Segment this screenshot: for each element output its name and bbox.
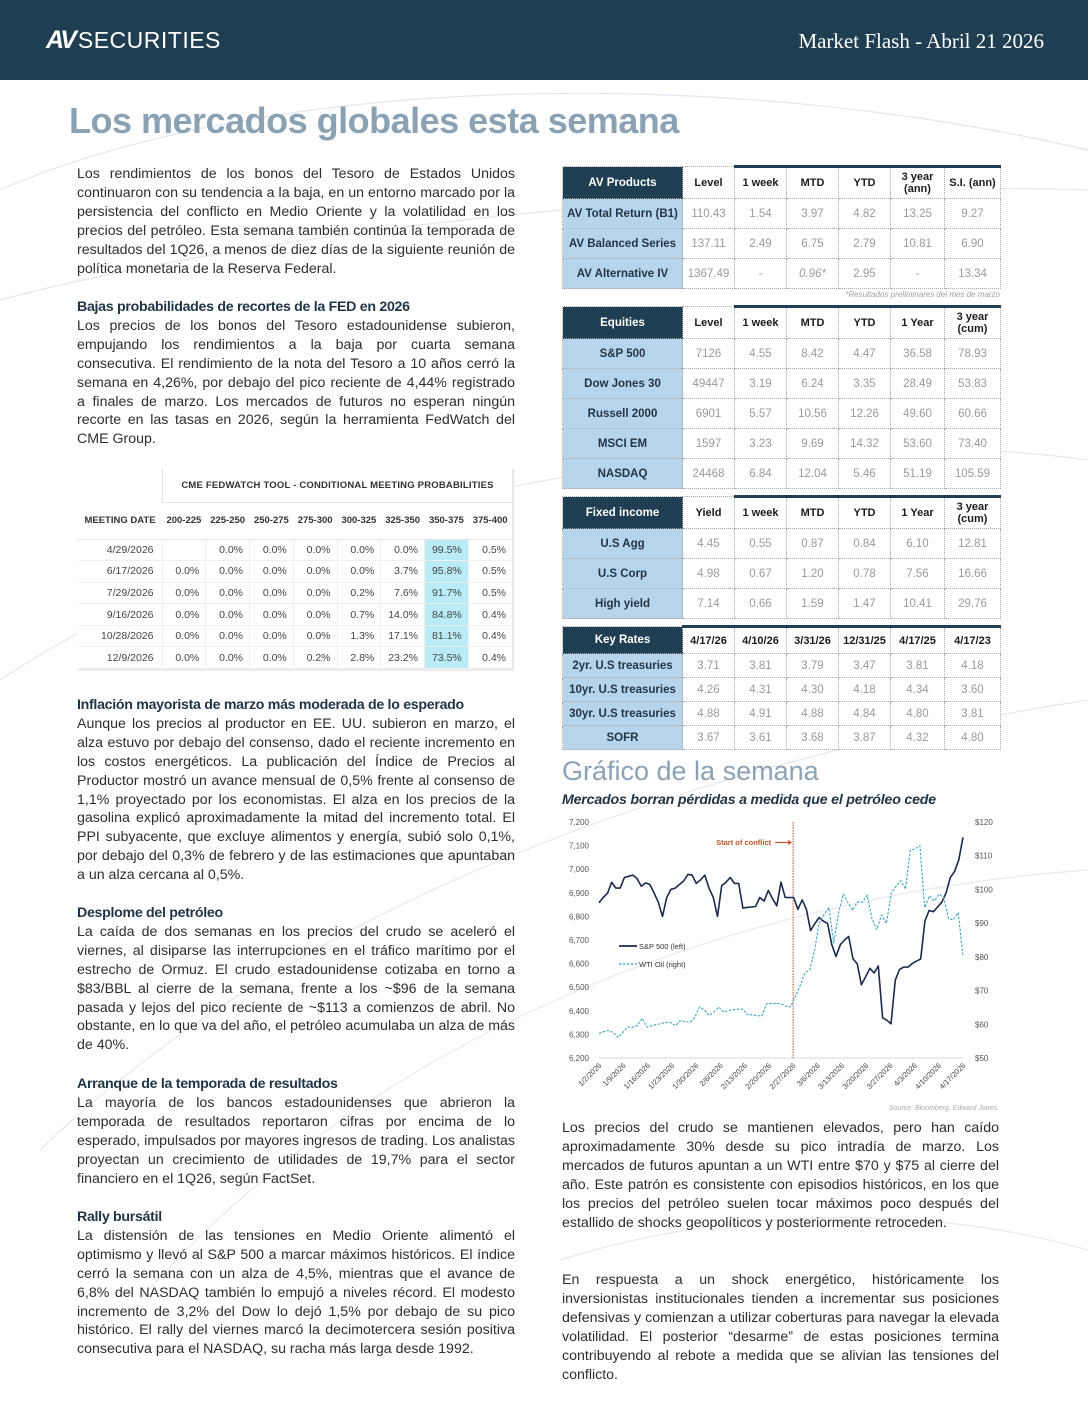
row-label: AV Alternative IV [563, 259, 683, 289]
fedwatch-probability: 14.0% [381, 604, 425, 626]
y-right-tick-label: $110 [975, 851, 993, 861]
column-header: Level [683, 167, 735, 199]
row-label: Russell 2000 [563, 399, 683, 429]
fedwatch-probability: 95.8% [425, 561, 469, 583]
column-header: S.I. (ann) [945, 167, 1001, 199]
fedwatch-probability: 0.0% [250, 539, 294, 561]
fedwatch-probability: 23.2% [381, 647, 425, 669]
y-right-tick-label: $80 [975, 952, 989, 962]
y-right-tick-label: $120 [975, 818, 993, 827]
fedwatch-probability: 0.0% [250, 561, 294, 583]
row-label: 10yr. U.S treasuries [563, 678, 683, 702]
y-right-tick-label: $50 [975, 1054, 989, 1063]
cell-value: 4.47 [839, 339, 891, 369]
cell-value: 1367.49 [683, 259, 735, 289]
table-row [563, 339, 1001, 369]
cell-value: 2.95 [839, 259, 891, 289]
cell-value: 10.81 [891, 229, 945, 259]
cell-value: 10.56 [787, 399, 839, 429]
fedwatch-probability: 2.8% [337, 647, 381, 669]
cell-value: 28.49 [891, 369, 945, 399]
row-label: AV Total Return (B1) [563, 199, 683, 229]
fedwatch-probability: 0.0% [293, 625, 337, 647]
cell-value: 3.81 [891, 654, 945, 678]
fedwatch-meeting-date: 9/16/2026 [78, 604, 162, 626]
column-header: 3 year (cum) [945, 497, 1001, 529]
x-tick-label: 3/20/2026 [840, 1061, 871, 1092]
column-header: YTD [839, 167, 891, 199]
cell-value: 3.79 [787, 654, 839, 678]
section-body: Aunque los precios al productor en EE. UU. subieron en marzo, el alza estuvo por debajo del consenso, dado el reciente incremento en los costos energéticos. La publicación del Índice de Precios al Productor mostró un avance mensual de 0,5% frente al consenso de 1,1% proyectado por los economistas. El alza en los precios de la gasolina explicó aproximadamente la mitad del incremento total. El PPI subyacente, que excluye alimentos y energía, subió solo 0,1%, por debajo del 0,3% de febrero y de las estimaciones que apuntaban a un alza cercana al 0,5%. [77, 715, 515, 884]
cell-value: 4.84 [839, 702, 891, 726]
cell-value: 6901 [683, 399, 735, 429]
column-header: 12/31/25 [839, 627, 891, 654]
fedwatch-header-meeting-date: MEETING DATE [78, 503, 162, 539]
column-header: 4/17/23 [945, 627, 1001, 654]
cell-value: 3.60 [945, 678, 1001, 702]
table-row [563, 678, 1001, 702]
fedwatch-probability: 0.5% [468, 561, 512, 583]
fedwatch-probability: 1.3% [337, 625, 381, 647]
logo-text: SECURITIES [77, 27, 221, 53]
cell-value: 137.11 [683, 229, 735, 259]
cell-value: 53.83 [945, 369, 1001, 399]
page-title: Los mercados globales esta semana [69, 100, 679, 141]
chart-source: Source: Bloomberg, Edward Jones. [888, 1105, 999, 1112]
section-earnings [77, 1075, 515, 1188]
cell-value: 4.26 [683, 678, 735, 702]
column-header: 4/17/25 [891, 627, 945, 654]
fedwatch-header-range: 350-375 [425, 503, 469, 539]
cell-value: 1.47 [839, 589, 891, 619]
cell-value: 4.18 [839, 678, 891, 702]
cell-value: 6.84 [735, 459, 787, 489]
cell-value: 4.18 [945, 654, 1001, 678]
column-header: 1 week [735, 307, 787, 339]
x-tick-label: 1/23/2026 [646, 1061, 677, 1092]
y-left-tick-label: 6,900 [568, 888, 589, 898]
row-label: Dow Jones 30 [563, 369, 683, 399]
cell-value: - [891, 259, 945, 289]
sp500-series-line [599, 837, 963, 1024]
x-tick-label: 1/2/2026 [576, 1061, 604, 1089]
fedwatch-probability: 0.4% [468, 604, 512, 626]
fedwatch-row [78, 625, 512, 647]
section-heading: Rally bursátil [77, 1209, 162, 1225]
cell-value: 6.90 [945, 229, 1001, 259]
cell-value: 1.54 [735, 199, 787, 229]
cell-value: 51.19 [891, 459, 945, 489]
conflict-annotation-label: Start of conflict [716, 838, 772, 847]
y-right-tick-label: $60 [975, 1020, 989, 1030]
cell-value: 9.27 [945, 199, 1001, 229]
fedwatch-header-range: 250-275 [250, 503, 294, 539]
cell-value: 4.32 [891, 726, 945, 750]
fedwatch-row [78, 561, 512, 583]
x-tick-label: 3/27/2026 [864, 1061, 895, 1092]
column-header: 1 Year [891, 497, 945, 529]
cell-value: 4.88 [787, 702, 839, 726]
section-fed [77, 298, 515, 449]
fedwatch-probability: 0.4% [468, 647, 512, 669]
cell-value: 24468 [683, 459, 735, 489]
av-products-table [562, 165, 1001, 289]
cell-value: 3.97 [787, 199, 839, 229]
fedwatch-probability: 0.0% [293, 539, 337, 561]
fedwatch-row [78, 604, 512, 626]
column-header: 4/10/26 [735, 627, 787, 654]
cell-value: 3.68 [787, 726, 839, 750]
y-left-tick-label: 7,000 [568, 865, 589, 875]
fedwatch-header-range: 200-225 [162, 503, 206, 539]
cell-value: 105.59 [945, 459, 1001, 489]
cell-value: 4.82 [839, 199, 891, 229]
fedwatch-meeting-date: 4/29/2026 [78, 539, 162, 561]
chart-subtitle: Mercados borran pérdidas a medida que el petróleo cede [562, 792, 936, 808]
fedwatch-probability: 0.0% [250, 647, 294, 669]
cell-value: 2.79 [839, 229, 891, 259]
fedwatch-probability: 0.0% [337, 561, 381, 583]
fedwatch-probability: 0.0% [293, 561, 337, 583]
cell-value: 12.04 [787, 459, 839, 489]
fedwatch-row [78, 582, 512, 604]
x-tick-label: 1/9/2026 [600, 1061, 628, 1089]
section-rally [77, 1208, 515, 1359]
table-row [563, 654, 1001, 678]
fedwatch-row [78, 539, 512, 561]
fedwatch-probability: 0.2% [293, 647, 337, 669]
table-row [563, 459, 1001, 489]
cell-value: 4.45 [683, 529, 735, 559]
cell-value: 3.67 [683, 726, 735, 750]
brand-logo [46, 26, 221, 55]
fedwatch-probability: 0.0% [206, 647, 250, 669]
cell-value: 13.34 [945, 259, 1001, 289]
intro-paragraph: Los rendimientos de los bonos del Tesoro de Estados Unidos continuaron con su tendencia a la baja, en un entorno marcado por la persistencia del conflicto en Medio Oriente y la volatilidad en los precios del petróleo. Esta semana también continúa la temporada de resultados del 1Q26, a menos de diez días de la siguiente reunión de política monetaria de la Reserva Federal. [77, 166, 515, 277]
chart-section-title: Gráfico de la semana [562, 756, 819, 786]
section-heading: Desplome del petróleo [77, 905, 223, 921]
cell-value: 5.57 [735, 399, 787, 429]
table-row [563, 369, 1001, 399]
table-row [563, 529, 1001, 559]
fedwatch-probability: 0.0% [381, 539, 425, 561]
fedwatch-probability: 0.2% [337, 582, 381, 604]
cell-value: 6.10 [891, 529, 945, 559]
header-bar [0, 0, 1088, 80]
y-left-tick-label: 6,800 [568, 912, 589, 922]
section-heading: Inflación mayorista de marzo más moderada de lo esperado [77, 697, 464, 713]
fedwatch-header-range: 275-300 [293, 503, 337, 539]
cell-value: 7.56 [891, 559, 945, 589]
fedwatch-probability: 84.8% [425, 604, 469, 626]
column-header: Level [683, 307, 735, 339]
column-header: 3 year (ann) [891, 167, 945, 199]
cell-value: 13.25 [891, 199, 945, 229]
fedwatch-probability: 0.0% [162, 561, 206, 583]
y-left-tick-label: 6,600 [568, 959, 589, 969]
fedwatch-probability: 91.7% [425, 582, 469, 604]
fedwatch-meeting-date: 7/29/2026 [78, 582, 162, 604]
column-header: MTD [787, 307, 839, 339]
table-row [563, 399, 1001, 429]
cell-value: 1.59 [787, 589, 839, 619]
fedwatch-probability: 0.0% [250, 604, 294, 626]
y-left-tick-label: 6,400 [568, 1006, 589, 1016]
report-title: Market Flash - Abril 21 2026 [798, 29, 1044, 53]
fedwatch-probability: 0.0% [206, 582, 250, 604]
y-right-tick-label: $90 [975, 919, 989, 929]
y-right-tick-label: $70 [975, 986, 989, 996]
cell-value: 49.60 [891, 399, 945, 429]
fedwatch-probability [162, 539, 206, 561]
fedwatch-probability: 0.5% [468, 539, 512, 561]
fedwatch-probability: 0.0% [293, 604, 337, 626]
cell-value: 3.35 [839, 369, 891, 399]
cell-value: 53.60 [891, 429, 945, 459]
row-label: S&P 500 [563, 339, 683, 369]
column-header: YTD [839, 497, 891, 529]
fedwatch-probability: 0.0% [162, 604, 206, 626]
fedwatch-probability: 0.0% [162, 647, 206, 669]
x-tick-label: 4/3/2026 [891, 1061, 919, 1089]
row-label: 30yr. U.S treasuries [563, 702, 683, 726]
cell-value: 4.55 [735, 339, 787, 369]
fedwatch-probability: 81.1% [425, 625, 469, 647]
legend-label: S&P 500 (left) [639, 942, 686, 951]
equities-table [562, 305, 1001, 489]
section-inflation [77, 696, 515, 885]
cell-value: 29.76 [945, 589, 1001, 619]
cell-value: 3.61 [735, 726, 787, 750]
section-heading: Bajas probabilidades de recortes de la FED en 2026 [77, 299, 410, 315]
fedwatch-probability: 0.0% [206, 561, 250, 583]
x-tick-label: 3/13/2026 [816, 1061, 847, 1092]
row-label: SOFR [563, 726, 683, 750]
fedwatch-header-range: 225-250 [206, 503, 250, 539]
row-label: High yield [563, 589, 683, 619]
cell-value: 4.91 [735, 702, 787, 726]
section-body: La distensión de las tensiones en Medio Oriente alimentó el optimismo y llevó al S&P 500 a marcar máximos históricos. El índice cerró la semana con un alza de 4,5%, mientras que el avance de 6,8% del NASDAQ también lo empujó a niveles récord. El modesto incremento de 3,2% del Dow lo dejó 1,5% por debajo de su pico histórico. El rally del viernes marcó la decimotercera sesión positiva consecutiva para el NASDAQ, su racha más larga desde 1992. [77, 1227, 515, 1358]
fedwatch-probability: 73.5% [425, 647, 469, 669]
x-tick-label: 2/13/2026 [719, 1061, 750, 1092]
cell-value: 0.84 [839, 529, 891, 559]
y-left-tick-label: 6,200 [568, 1054, 589, 1063]
x-tick-label: 2/6/2026 [697, 1061, 725, 1089]
fedwatch-table [78, 469, 514, 671]
cell-value: 0.87 [787, 529, 839, 559]
x-tick-label: 4/17/2026 [937, 1061, 968, 1092]
cell-value: 110.43 [683, 199, 735, 229]
cell-value: 0.96* [787, 259, 839, 289]
y-left-tick-label: 6,500 [568, 983, 589, 993]
cell-value: 14.32 [839, 429, 891, 459]
fedwatch-row [78, 647, 512, 669]
fedwatch-probability: 0.4% [468, 625, 512, 647]
fedwatch-probability: 99.5% [425, 539, 469, 561]
column-header: 1 week [735, 167, 787, 199]
table-row [563, 199, 1001, 229]
section-body: La mayoría de los bancos estadounidenses que abrieron la temporada de resultados reportaron cifras por encima de lo esperado, impulsados por mayores ingresos de trading. Los analistas proyectan un crecimiento de utilidades de 19,7% para el sector financiero en el 1Q26, según FactSet. [77, 1094, 515, 1187]
fedwatch-probability: 0.0% [206, 539, 250, 561]
cell-value: 3.47 [839, 654, 891, 678]
cell-value: 1597 [683, 429, 735, 459]
fedwatch-probability: 17.1% [381, 625, 425, 647]
fedwatch-probability: 0.0% [293, 582, 337, 604]
key-rates-table [562, 625, 1001, 750]
x-tick-label: 1/30/2026 [670, 1061, 701, 1092]
fedwatch-grid [78, 503, 512, 669]
cell-value: 3.19 [735, 369, 787, 399]
table-corner-header: Key Rates [563, 627, 683, 654]
column-header: 1 Year [891, 307, 945, 339]
y-left-tick-label: 7,100 [568, 841, 589, 851]
fedwatch-probability: 0.0% [162, 625, 206, 647]
av-products-footnote: *Resultados preliminares del mes de marzo [845, 290, 1000, 299]
table-row [563, 726, 1001, 750]
cell-value: 10.41 [891, 589, 945, 619]
y-left-tick-label: 6,300 [568, 1030, 589, 1040]
column-header: 4/17/26 [683, 627, 735, 654]
cell-value: 3.71 [683, 654, 735, 678]
x-tick-label: 2/27/2026 [767, 1061, 798, 1092]
cell-value: 3.81 [945, 702, 1001, 726]
row-label: U.S Agg [563, 529, 683, 559]
cell-value: 73.40 [945, 429, 1001, 459]
x-tick-label: 4/10/2026 [913, 1061, 944, 1092]
table-corner-header: Equities [563, 307, 683, 339]
column-header: MTD [787, 167, 839, 199]
column-header: MTD [787, 497, 839, 529]
fedwatch-probability: 3.7% [381, 561, 425, 583]
cell-value: 60.66 [945, 399, 1001, 429]
row-label: NASDAQ [563, 459, 683, 489]
cell-value: 3.81 [735, 654, 787, 678]
section-body: Los precios de los bonos del Tesoro estadounidense subieron, empujando los rendimientos a la baja por cuarta semana consecutiva. El rendimiento de la nota del Tesoro a 10 años cerró la semana en 4,26%, por debajo del pico reciente de 4,44% registrado a finales de marzo. Los mercados de futuros no esperan ningún recorte en las tasas en 2026, según la herramienta FedWatch del CME Group. [77, 317, 515, 448]
fedwatch-probability: 0.0% [162, 582, 206, 604]
column-header: 3 year (cum) [945, 307, 1001, 339]
fedwatch-probability: 0.0% [206, 625, 250, 647]
row-label: AV Balanced Series [563, 229, 683, 259]
fedwatch-meeting-date: 6/17/2026 [78, 561, 162, 583]
cell-value: 3.23 [735, 429, 787, 459]
column-header: 1 week [735, 497, 787, 529]
fedwatch-header-range: 325-350 [381, 503, 425, 539]
table-row [563, 559, 1001, 589]
cell-value: 4.30 [787, 678, 839, 702]
fedwatch-header-range: 375-400 [468, 503, 512, 539]
cell-value: 12.26 [839, 399, 891, 429]
section-oil [77, 904, 515, 1055]
table-row [563, 589, 1001, 619]
legend-label: WTI Oil (right) [639, 960, 686, 969]
fedwatch-header-range: 300-325 [337, 503, 381, 539]
x-tick-label: 2/20/2026 [743, 1061, 774, 1092]
cell-value: 4.98 [683, 559, 735, 589]
conflict-arrowhead-icon [788, 840, 792, 845]
cell-value: 4.80 [891, 702, 945, 726]
y-left-tick-label: 7,200 [568, 818, 589, 827]
cell-value: 7126 [683, 339, 735, 369]
row-label: MSCI EM [563, 429, 683, 459]
cell-value: 6.75 [787, 229, 839, 259]
table-corner-header: Fixed income [563, 497, 683, 529]
cell-value: 4.31 [735, 678, 787, 702]
fixed-income-table [562, 495, 1001, 619]
fedwatch-meeting-date: 12/9/2026 [78, 647, 162, 669]
y-left-tick-label: 6,700 [568, 936, 589, 945]
cell-value: 8.42 [787, 339, 839, 369]
cell-value: 0.66 [735, 589, 787, 619]
fedwatch-meeting-date: 10/28/2026 [78, 625, 162, 647]
table-row [563, 429, 1001, 459]
x-tick-label: 1/16/2026 [621, 1061, 652, 1092]
fedwatch-title: CME FEDWATCH TOOL - CONDITIONAL MEETING PROBABILITIES [162, 469, 512, 503]
row-label: 2yr. U.S treasuries [563, 654, 683, 678]
fedwatch-probability: 0.0% [337, 539, 381, 561]
cell-value: 1.20 [787, 559, 839, 589]
cell-value: 7.14 [683, 589, 735, 619]
cell-value: 9.69 [787, 429, 839, 459]
column-header: 3/31/26 [787, 627, 839, 654]
section-heading: Arranque de la temporada de resultados [77, 1076, 338, 1092]
cell-value: 6.24 [787, 369, 839, 399]
cell-value: - [735, 259, 787, 289]
table-row [563, 259, 1001, 289]
cell-value: 4.88 [683, 702, 735, 726]
cell-value: 0.67 [735, 559, 787, 589]
row-label: U.S Corp [563, 559, 683, 589]
cell-value: 4.34 [891, 678, 945, 702]
fedwatch-probability: 0.5% [468, 582, 512, 604]
cell-value: 78.93 [945, 339, 1001, 369]
cell-value: 3.87 [839, 726, 891, 750]
oil-vs-sp500-chart [555, 812, 1005, 1117]
x-tick-label: 3/6/2026 [794, 1061, 822, 1089]
cell-value: 4.80 [945, 726, 1001, 750]
chart-commentary-1: Los precios del crudo se mantienen elevados, pero han caído aproximadamente 30% desde su pico intradía de marzo. Los mercados de futuros apuntan a un WTI entre $70 y $75 al cierre del año. Este patrón es consistente con episodios históricos, en los que los precios del petróleo suelen tocar máximos poco después del estallido de shocks geopolíticos y posteriormente retroceden. [562, 1120, 999, 1231]
cell-value: 5.46 [839, 459, 891, 489]
fedwatch-probability: 0.7% [337, 604, 381, 626]
column-header: YTD [839, 307, 891, 339]
cell-value: 16.66 [945, 559, 1001, 589]
table-row [563, 229, 1001, 259]
cell-value: 12.81 [945, 529, 1001, 559]
cell-value: 36.58 [891, 339, 945, 369]
fedwatch-probability: 0.0% [250, 625, 294, 647]
y-right-tick-label: $100 [975, 885, 993, 895]
logo-mark: AV [46, 26, 75, 54]
fedwatch-probability: 0.0% [250, 582, 294, 604]
table-row [563, 702, 1001, 726]
cell-value: 0.78 [839, 559, 891, 589]
section-body: La caída de dos semanas en los precios del crudo se aceleró el viernes, al disiparse las interrupciones en el tráfico marítimo por el estrecho de Ormuz. El crudo estadounidense cotizaba en torno a $83/BBL al cierre de la semana, frente a los ~$96 de la semana pasada y lejos del pico reciente de ~$113 a comienzos de abril. No obstante, en lo que va del año, el petróleo acumulaba un alza de más de 40%. [77, 923, 515, 1054]
chart-commentary-2: En respuesta a un shock energético, históricamente los inversionistas institucionales tienden a incrementar sus posiciones defensivas y comienzan a utilizar coberturas para navegar la elevada volatilidad. El posterior “desarme” de estas posiciones termina contribuyendo al rebote a medida que se alivian las tensiones del conflicto. [562, 1272, 999, 1383]
fedwatch-probability: 0.0% [206, 604, 250, 626]
fedwatch-probability: 7.6% [381, 582, 425, 604]
table-corner-header: AV Products [563, 167, 683, 199]
cell-value: 2.49 [735, 229, 787, 259]
cell-value: 0.55 [735, 529, 787, 559]
column-header: Yield [683, 497, 735, 529]
cell-value: 49447 [683, 369, 735, 399]
